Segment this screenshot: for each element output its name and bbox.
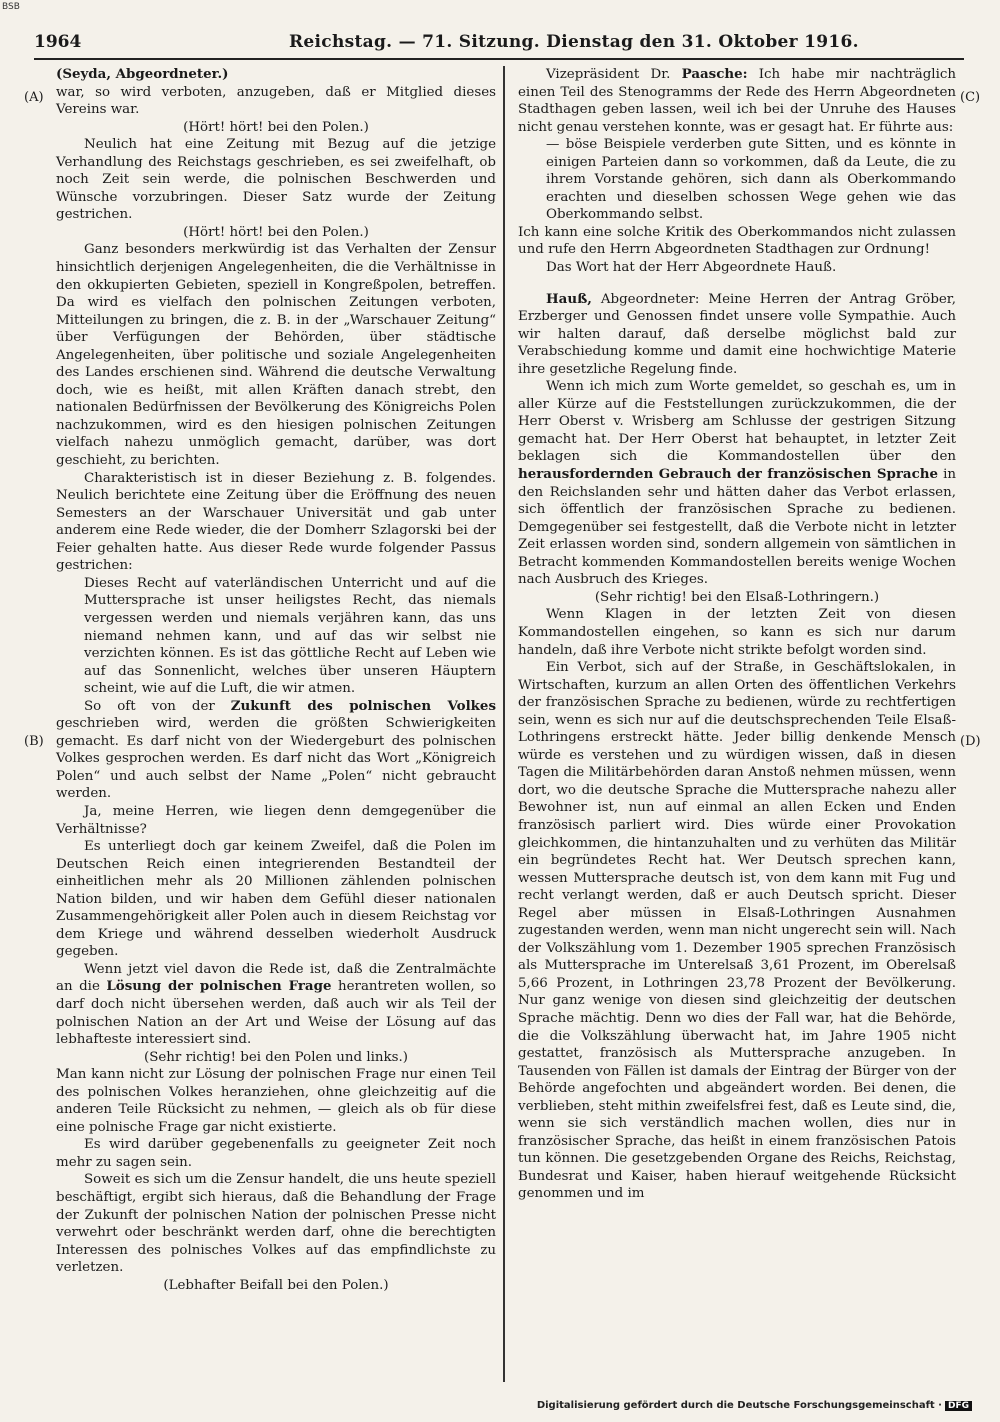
paragraph: Hauß, Abgeordneter: Meine Herren der Antrag Gröber, Erzberger und Genossen findet unsere volle Sympathie. Auch wir halten darauf, daß derselbe möglichst bald zur Verabschiedung komme und damit eine hochwichtige Materie ihre gesetzliche Regelung finde. xyxy=(518,290,956,377)
emphasis: Zukunft des polnischen Volkes xyxy=(230,697,496,714)
block-quote: Dieses Recht auf vaterländischen Unterricht und auf die Muttersprache ist unser heiligstes Recht, das niemals vergessen werden und niemals verjähren kann, das uns niemand nehmen kann, und auf das wir selbst nie verzichten können. Es ist das göttliche Recht auf Leben wie auf das Sonnenlicht, welches über unseren Häuptern scheint, wie auf die Luft, die wir atmen. xyxy=(84,575,496,697)
speaker-label: (Seyda, Abgeordneter.) xyxy=(56,66,229,82)
paragraph: war, so wird verboten, anzugeben, daß er Mitglied dieses Vereins war. xyxy=(56,84,496,118)
paragraph: Man kann nicht zur Lösung der polnischen Frage nur einen Teil des polnischen Volkes heranziehen, ohne gleichzeitig auf die anderen Teile Rücksicht zu nehmen, — gleich als ob für diese eine polnische Frage gar nicht existierte. xyxy=(56,1067,496,1135)
margin-mark-a: (A) xyxy=(24,90,44,105)
margin-mark-b: (B) xyxy=(24,734,44,749)
library-mark: BSB xyxy=(2,2,20,12)
margin-mark-d: (D) xyxy=(960,734,981,749)
paragraph: Das Wort hat der Herr Abgeordnete Hauß. xyxy=(546,260,837,276)
digitization-footer: Digitalisierung gefördert durch die Deutsche Forschungsgemeinschaft · DFG xyxy=(537,1400,972,1411)
interjection: (Sehr richtig! bei den Polen und links.) xyxy=(143,1049,409,1065)
dfg-logo: DFG xyxy=(945,1401,972,1411)
paragraph: Es unterliegt doch gar keinem Zweifel, daß die Polen im Deutschen Reich einen integrierenden Bestandteil der einheitlichen mehr als 20 Millionen zählenden polnischen Nation bilden, und wir haben dem Gefühl dieser nationalen Zusammengehörigkeit aller Polen auch in diesem Reichstag vor dem Kriege und während desselben wiederholt Ausdruck gegeben. xyxy=(56,839,496,960)
emphasis: herausfordernden Gebrauch der französischen Sprache xyxy=(518,466,939,483)
left-column xyxy=(56,66,496,1294)
margin-mark-c: (C) xyxy=(960,90,981,105)
paragraph: Vizepräsident Dr. Paasche: Ich habe mir nachträglich einen Teil des Stenogramms der Rede des Herrn Abgeordneten Stadthagen geben lassen, weil ich bei der Unruhe des Hauses nicht genau verstehen konnte, was er gesagt hat. Er führte aus: xyxy=(518,66,956,135)
interjection: (Lebhafter Beifall bei den Polen.) xyxy=(163,1277,389,1293)
paragraph: Ein Verbot, sich auf der Straße, in Geschäftslokalen, in Wirtschaften, kurzum an allen Orten des öffentlichen Verkehrs der französischen Sprache zu bedienen, würde zu rechtfertigen sein, wenn es sich nur auf die deutschsprechenden Teile Elsaß-Lothringens erstreckt hätte. Jeder billig denkende Mensch würde es verstehen und zu würdigen wissen, daß in diesen Tagen die Militärbehörden daran Anstoß nehmen müssen, wenn dort, wo die deutsche Sprache die Muttersprache nahezu aller Bewohner ist, nun auf einmal an allen Ecken und Enden französisch parliert wird. Dies würde einer Provokation gleichkommen, die hintanzuhalten und zu verhüten das Militär ein begründetes Recht hat. Wer Deutsch sprechen kann, wessen Muttersprache deutsch ist, von dem kann mit Fug und recht verlangt werden, daß er auch Deutsch spricht. Dieser Regel aber müssen in Elsaß-Lothringen Ausnahmen zugestanden werden, wenn man nicht ungerecht sein will. Nach der Volkszählung vom 1. Dezember 1905 sprechen Französisch als Muttersprache im Unterelsaß 3,61 Prozent, im Oberelsaß 5,66 Prozent, in Lothringen 23,78 Prozent der Bevölkerung. Nur ganz wenige von diesen sind gleichzeitig der deutschen Sprache mächtig. Denn wo dies der Fall war, hat die Behörde, die die Volkszählung überwacht hat, im Jahre 1905 nicht gestattet, französisch als Muttersprache anzugeben. In Tausenden von Fällen ist damals der Eintrag der Bürger von der Behörde angefochten und abgeändert worden. Bei denen, die verblieben, steht mithin zweifelsfrei fest, daß es Leute sind, die, wenn sie sich verständlich machen wollen, dies nur in französischer Sprache, das heißt in einem französischen Patois tun können. Die gesetzgebenden Organe des Reichs, Reichstag, Bundesrat und Kaiser, haben hierauf weitgehende Rücksicht genommen und im xyxy=(518,660,956,1202)
paragraph: Charakteristisch ist in dieser Beziehung z. B. folgendes. Neulich berichtete eine Zeitung über die Eröffnung des neuen Semesters an der Warschauer Universität und gab unter anderem eine Rede wieder, die der Domherr Szlagorski bei der Feier gehalten hatte. Aus dieser Rede wurde folgender Passus gestrichen: xyxy=(56,470,496,574)
paragraph: Es wird darüber gegebenenfalls zu geeigneter Zeit noch mehr zu sagen sein. xyxy=(56,1137,496,1170)
paragraph: Ganz besonders merkwürdig ist das Verhalten der Zensur hinsichtlich derjenigen Angelegenheiten, die die Verhältnisse in den okkupierten Gebieten, speziell in Kongreßpolen, betreffen. Da wird es vielfach den polnischen Zeitungen verboten, Mitteilungen zu bringen, die z. B. in der „Warschauer Zeitung“ über Verfügungen der Behörden, über städtische Angelegenheiten, über politische und soziale Angelegenheiten des Landes erschienen sind. Während die deutsche Verwaltung doch, wie es heißt, mit allen Kräften danach strebt, den nationalen Bedürfnissen der Bevölkerung des Königreichs Polen nachzukommen, wird es den hiesigen polnischen Zeitungen vielfach nahezu unmöglich gemacht, darüber, was dort geschieht, zu berichten. xyxy=(56,242,496,469)
page-title: Reichstag. — 71. Sitzung. Dienstag den 31. Oktober 1916. xyxy=(289,32,859,52)
paragraph: Ich kann eine solche Kritik des Oberkommandos nicht zulassen und rufe den Herrn Abgeordneten Stadthagen zur Ordnung! xyxy=(518,224,956,258)
emphasis: Lösung der polnischen Frage xyxy=(106,978,332,995)
paragraph: Neulich hat eine Zeitung mit Bezug auf die jetzige Verhandlung des Reichstags geschrieben, es sei zweifelhaft, ob noch Zeit sein werde, die polnischen Beschwerden und Wünsche vorzubringen. Dieser Satz wurde der Zeitung gestrichen. xyxy=(56,137,496,223)
page-header xyxy=(34,28,964,60)
column-divider xyxy=(503,66,505,1382)
block-quote: — böse Beispiele verderben gute Sitten, und es könnte in einigen Parteien dann so vorkommen, daß da Leute, die zu ihrem Vorstande gehören, sich dann als Oberkommando erachten und dieselben schossen Wege gehen wie das Oberkommando selbst. xyxy=(546,137,956,223)
paragraph: Wenn ich mich zum Worte gemeldet, so geschah es, um in aller Kürze auf die Feststellungen zurückzukommen, die der Herr Oberst v. Wrisberg am Schlusse der gestrigen Sitzung gemacht hat. Der Herr Oberst hat behauptet, in letzter Zeit beklagen sich die Kommandostellen über den herausfordernden Gebrauch der französischen Sprache in den Reichslanden sehr und hätten daher das Verbot erlassen, sich öffentlich der französischen Sprache zu bedienen. Demgegenüber sei festgestellt, daß die Verbote nicht in letzter Zeit erlassen worden sind, sondern allgemein von sämtlichen in Betracht kommenden Kommandostellen bereits wenige Wochen nach Ausbruch des Krieges. xyxy=(518,379,956,588)
speaker-name: Paasche: xyxy=(681,66,748,82)
interjection: (Hört! hört! bei den Polen.) xyxy=(183,224,369,240)
right-column xyxy=(518,66,956,1203)
page-number: 1964 xyxy=(34,32,82,52)
paragraph: Ja, meine Herren, wie liegen denn demgegenüber die Verhältnisse? xyxy=(56,803,496,837)
paragraph: Wenn jetzt viel davon die Rede ist, daß die Zentralmächte an die Lösung der polnischen Frage herantreten wollen, so darf doch nicht übersehen werden, daß auch wir als Teil der polnischen Nation an der Art und Weise der Lösung auf das lebhafteste interessiert sind. xyxy=(56,961,496,1048)
paragraph: Soweit es sich um die Zensur handelt, die uns heute speziell beschäftigt, ergibt sich hieraus, daß die Behandlung der Frage der Zukunft der polnischen Nation der polnischen Presse nicht verwehrt oder beschränkt werden darf, ohne die berechtigten Interessen des polnisches Volkes auf das empfindlichste zu verletzen. xyxy=(56,1172,496,1276)
interjection: (Hört! hört! bei den Polen.) xyxy=(183,119,369,135)
paragraph: Wenn Klagen in der letzten Zeit von diesen Kommandostellen eingehen, so kann es sich nur darum handeln, daß ihre Verbote nicht strikte befolgt worden sind. xyxy=(518,607,956,658)
paragraph: So oft von der Zukunft des polnischen Volkes geschrieben wird, werden die größten Schwierigkeiten gemacht. Es darf nicht von der Wiedergeburt des polnischen Volkes gesprochen werden. Es darf nicht das Wort „Königreich Polen“ und auch selbst der Name „Polen“ nicht gebraucht werden. xyxy=(56,697,496,802)
speaker-name: Hauß, xyxy=(546,290,592,307)
interjection: (Sehr richtig! bei den Elsaß-Lothringern.) xyxy=(594,589,880,605)
